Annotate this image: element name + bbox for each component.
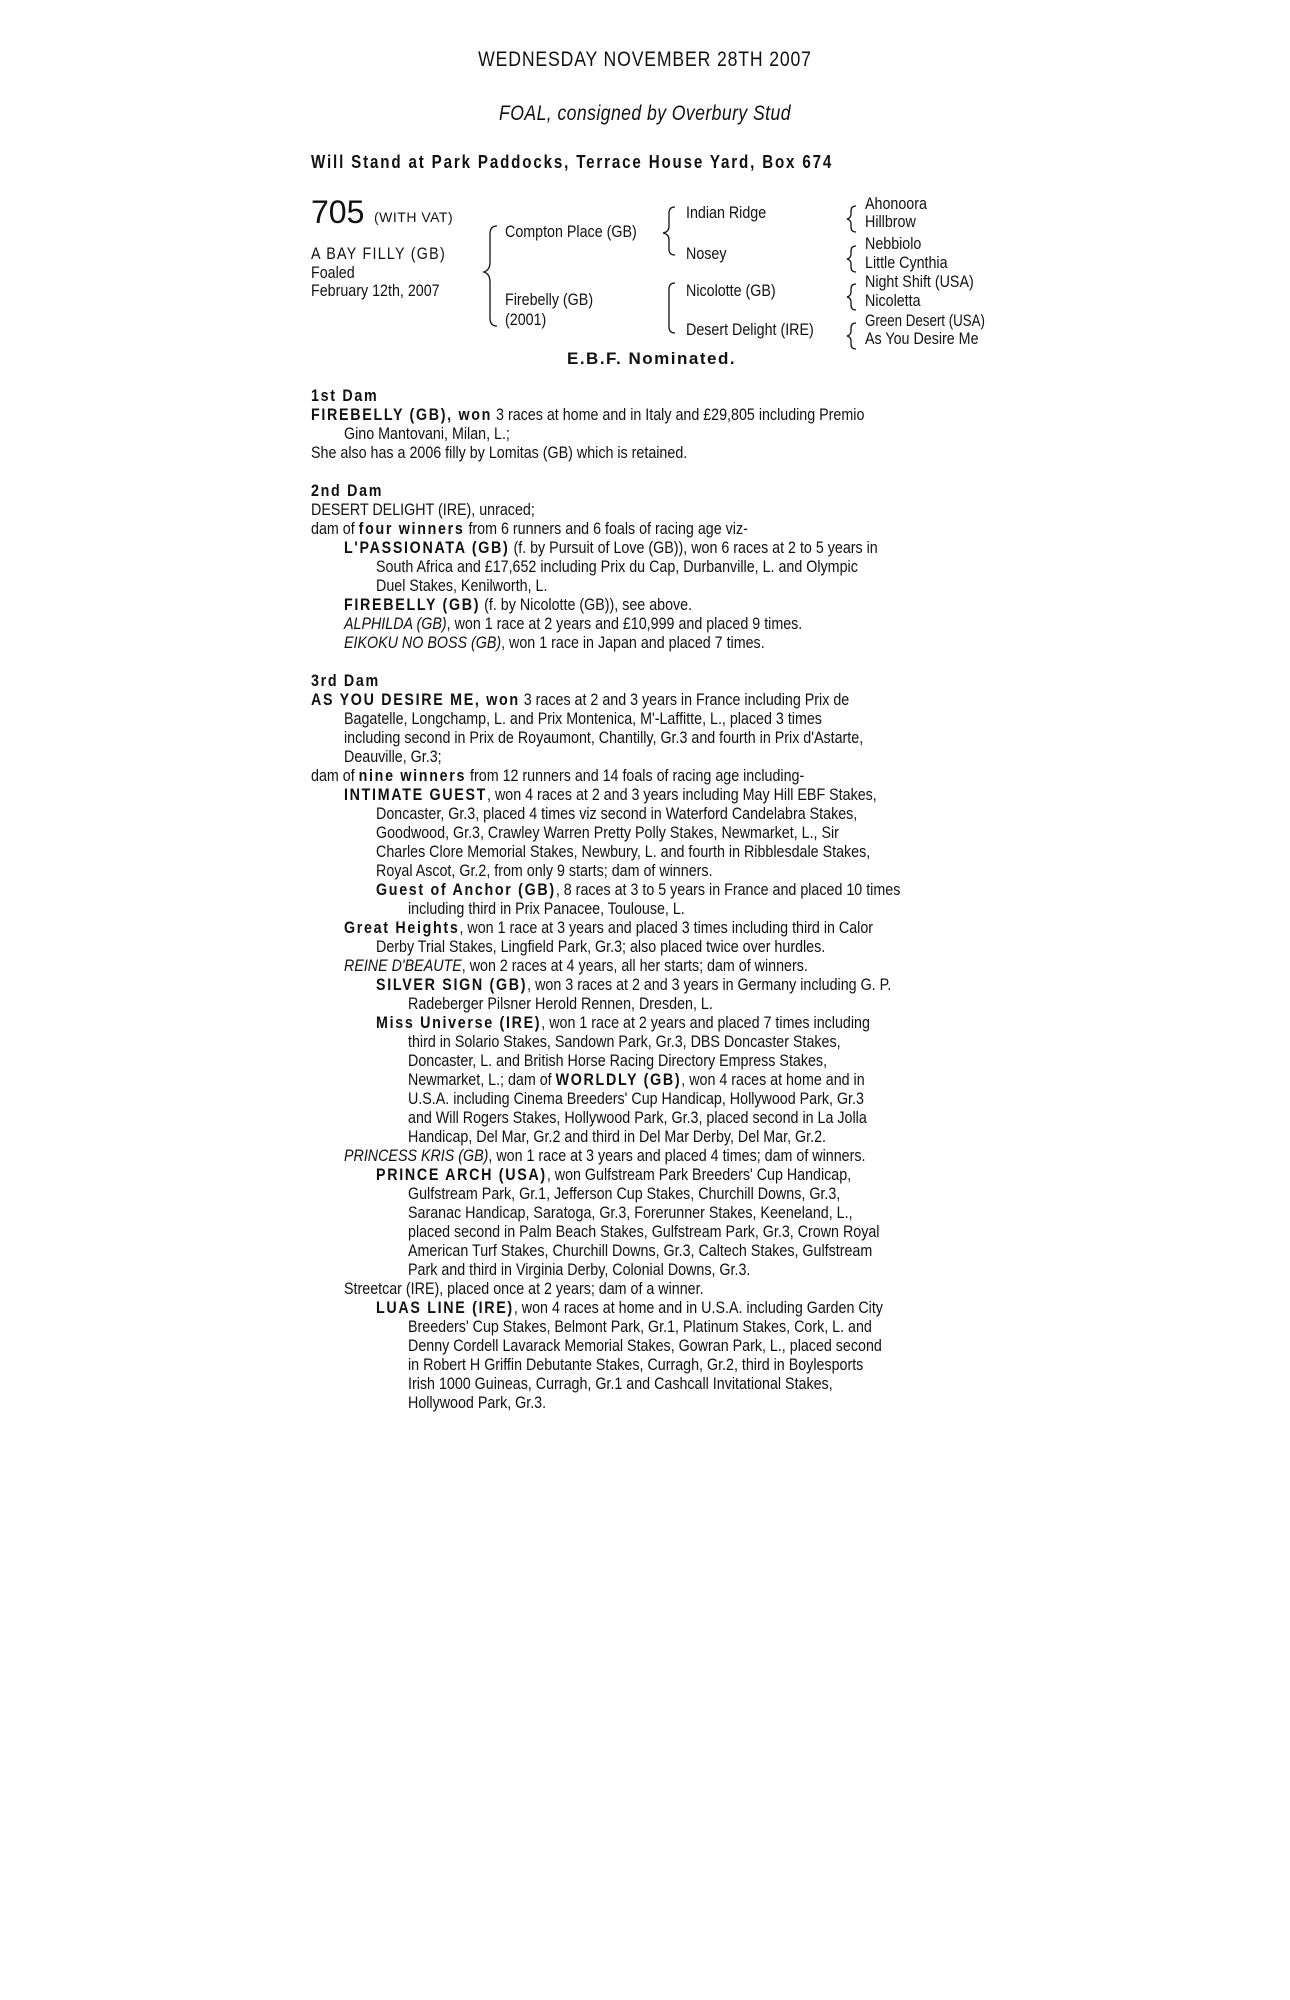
lot-number: 705	[311, 194, 365, 230]
text-run: from 6 runners and 6 foals of racing age viz-	[464, 519, 748, 538]
lot-description: A BAY FILLY (GB)	[311, 244, 446, 263]
third-dam-line: Denny Cordell Lavarack Memorial Stakes, Gowran Park, L., placed second	[408, 1336, 882, 1355]
horse-name: Miss Universe (IRE)	[376, 1013, 542, 1032]
third-dam-line	[311, 766, 804, 785]
foaled-label: Foaled	[311, 263, 355, 282]
text-run: 3 races at 2 and 3 years in France including Prix de	[519, 690, 850, 709]
third-dam-line: Goodwood, Gr.3, Crawley Warren Pretty Polly Stakes, Newmarket, L., Sir	[376, 823, 839, 842]
third-dam-line: and Will Rogers Stakes, Hollywood Park, Gr.3, placed second in La Jolla	[408, 1108, 867, 1127]
third-dam-line: Bagatelle, Longchamp, L. and Prix Montenica, M'-Laffitte, L., placed 3 times	[344, 709, 822, 728]
pedigree-dam-year: (2001)	[505, 310, 547, 329]
pedigree-gg1: Ahonoora	[865, 194, 927, 213]
third-dam-line	[344, 956, 808, 975]
pedigree-dam-dam: Desert Delight (IRE)	[686, 320, 814, 339]
pedigree-gg6: Nicoletta	[865, 291, 921, 310]
third-dam-line: placed second in Palm Beach Stakes, Gulfstream Park, Gr.3, Crown Royal	[408, 1222, 880, 1241]
foaled-date: February 12th, 2007	[311, 281, 440, 300]
pedigree-dam: Firebelly (GB)	[505, 290, 594, 309]
second-dam-heading: 2nd Dam	[311, 481, 384, 500]
third-dam-line: third in Solario Stakes, Sandown Park, Gr.3, DBS Doncaster Stakes,	[408, 1032, 841, 1051]
ebf-nominated: E.B.F. Nominated.	[567, 349, 737, 368]
third-dam-line: U.S.A. including Cinema Breeders' Cup Handicap, Hollywood Park, Gr.3	[408, 1089, 864, 1108]
text-run: , won 4 races at home and in U.S.A. including Garden City	[513, 1298, 883, 1317]
pedigree-gg4: Little Cynthia	[865, 253, 948, 272]
third-dam-line: Hollywood Park, Gr.3.	[408, 1393, 547, 1412]
horse-name: ALPHILDA (GB)	[344, 614, 447, 633]
text-run: (f. by Pursuit of Love (GB)), won 6 races at 2 to 5 years in	[509, 538, 878, 557]
text-run: , won 1 race at 2 years and £10,999 and placed 9 times.	[446, 614, 803, 633]
first-dam-heading: 1st Dam	[311, 386, 379, 405]
pedigree-dam-sire: Nicolotte (GB)	[686, 281, 776, 300]
third-dam-line: Breeders' Cup Stakes, Belmont Park, Gr.1, Platinum Stakes, Cork, L. and	[408, 1317, 872, 1336]
pedigree-gg2: Hillbrow	[865, 212, 916, 231]
text-run: , won 3 races at 2 and 3 years in Germany including G. P.	[527, 975, 892, 994]
pedigree-gg8: As You Desire Me	[865, 329, 979, 348]
third-dam-line: including second in Prix de Royaumont, Chantilly, Gr.3 and fourth in Prix d'Astarte,	[344, 728, 864, 747]
third-dam-line: Doncaster, L. and British Horse Racing Directory Empress Stakes,	[408, 1051, 828, 1070]
text-run: Newmarket, L.; dam of	[408, 1070, 556, 1089]
text-run: dam of	[311, 766, 359, 785]
third-dam-line	[344, 918, 873, 937]
horse-name: FIREBELLY (GB)	[344, 595, 481, 614]
first-dam-line: She also has a 2006 filly by Lomitas (GB) which is retained.	[311, 443, 688, 462]
first-dam-name: FIREBELLY (GB), won	[311, 405, 493, 424]
third-dam-line: Saranac Handicap, Saratoga, Gr.3, Forerunner Stakes, Keeneland, L.,	[408, 1203, 853, 1222]
second-dam-line	[344, 538, 878, 557]
third-dam-line	[344, 1146, 865, 1165]
third-dam-line: Charles Clore Memorial Stakes, Newbury, L. and fourth in Ribblesdale Stakes,	[376, 842, 871, 861]
text-run: from 12 runners and 14 foals of racing age including-	[466, 766, 805, 785]
third-dam-line: Streetcar (IRE), placed once at 2 years; dam of a winner.	[344, 1279, 704, 1298]
lot-vat: (WITH VAT)	[374, 209, 454, 225]
pedigree-braces	[0, 0, 1290, 380]
third-dam-line	[376, 975, 891, 994]
horse-name: LUAS LINE (IRE)	[376, 1298, 514, 1317]
third-dam-line: including third in Prix Panacee, Toulouse, L.	[408, 899, 685, 918]
third-dam-line: in Robert H Griffin Debutante Stakes, Curragh, Gr.2, third in Boylesports	[408, 1355, 864, 1374]
first-dam-line: Gino Mantovani, Milan, L.;	[344, 424, 510, 443]
horse-name: AS YOU DESIRE ME, won	[311, 690, 520, 709]
first-dam-text: 3 races at home and in Italy and £29,805 including Premio	[496, 405, 865, 424]
second-dam-line: DESERT DELIGHT (IRE), unraced;	[311, 500, 535, 519]
horse-name: SILVER SIGN (GB)	[376, 975, 528, 994]
consignor: FOAL, consigned by Overbury Stud	[499, 102, 791, 125]
third-dam-line: Deauville, Gr.3;	[344, 747, 442, 766]
text-run: (f. by Nicolotte (GB)), see above.	[480, 595, 693, 614]
horse-name: EIKOKU NO BOSS (GB)	[344, 633, 502, 652]
horse-name: PRINCESS KRIS (GB)	[344, 1146, 489, 1165]
text-run: dam of	[311, 519, 359, 538]
third-dam-line	[376, 1298, 883, 1317]
pedigree-sire-dam: Nosey	[686, 244, 727, 263]
text-run: nine winners	[358, 766, 467, 785]
second-dam-line	[311, 519, 748, 538]
stand-location: Will Stand at Park Paddocks, Terrace House Yard, Box 674	[311, 152, 834, 172]
third-dam-line	[376, 1013, 870, 1032]
second-dam-line	[344, 614, 802, 633]
horse-name: WORLDLY (GB)	[555, 1070, 682, 1089]
text-run: four winners	[358, 519, 465, 538]
third-dam-line	[376, 1165, 851, 1184]
second-dam-line: Duel Stakes, Kenilworth, L.	[376, 576, 548, 595]
first-dam-line	[311, 405, 864, 424]
text-run: , won 2 races at 4 years, all her starts; dam of winners.	[461, 956, 808, 975]
horse-name: PRINCE ARCH (USA)	[376, 1165, 547, 1184]
second-dam-line	[344, 633, 765, 652]
horse-name: INTIMATE GUEST	[344, 785, 488, 804]
horse-name: Great Heights	[344, 918, 460, 937]
pedigree-gg5: Night Shift (USA)	[865, 272, 974, 291]
second-dam-line	[344, 595, 692, 614]
horse-name: Guest of Anchor (GB)	[376, 880, 556, 899]
third-dam-line: Radeberger Pilsner Herold Rennen, Dresden, L.	[408, 994, 713, 1013]
second-dam-line: South Africa and £17,652 including Prix du Cap, Durbanville, L. and Olympic	[376, 557, 858, 576]
text-run: , won 1 race at 3 years and placed 4 times; dam of winners.	[488, 1146, 866, 1165]
sale-date: WEDNESDAY NOVEMBER 28TH 2007	[478, 48, 812, 71]
text-run: , won 4 races at home and in	[681, 1070, 865, 1089]
third-dam-line: Irish 1000 Guineas, Curragh, Gr.1 and Cashcall Invitational Stakes,	[408, 1374, 833, 1393]
text-run: , won 1 race at 3 years and placed 3 times including third in Calor	[459, 918, 874, 937]
text-run: , won 1 race at 2 years and placed 7 times including	[541, 1013, 870, 1032]
text-run: , won 1 race in Japan and placed 7 times.	[501, 633, 765, 652]
text-run: , won 4 races at 2 and 3 years including May Hill EBF Stakes,	[487, 785, 877, 804]
text-run: , 8 races at 3 to 5 years in France and placed 10 times	[555, 880, 901, 899]
third-dam-line: Royal Ascot, Gr.2, from only 9 starts; dam of winners.	[376, 861, 713, 880]
third-dam-line: American Turf Stakes, Churchill Downs, Gr.3, Caltech Stakes, Gulfstream	[408, 1241, 873, 1260]
pedigree-sire: Compton Place (GB)	[505, 222, 637, 241]
third-dam-line: Gulfstream Park, Gr.1, Jefferson Cup Stakes, Churchill Downs, Gr.3,	[408, 1184, 841, 1203]
third-dam-line	[311, 690, 849, 709]
third-dam-line: Derby Trial Stakes, Lingfield Park, Gr.3; also placed twice over hurdles.	[376, 937, 826, 956]
horse-name: REINE D'BEAUTE	[344, 956, 462, 975]
pedigree-sire-sire: Indian Ridge	[686, 203, 767, 222]
third-dam-line: Doncaster, Gr.3, placed 4 times viz second in Waterford Candelabra Stakes,	[376, 804, 858, 823]
horse-name: L'PASSIONATA (GB)	[344, 538, 510, 557]
pedigree-gg3: Nebbiolo	[865, 234, 922, 253]
pedigree-gg7: Green Desert (USA)	[865, 311, 985, 330]
third-dam-line: Park and third in Virginia Derby, Colonial Downs, Gr.3.	[408, 1260, 751, 1279]
text-run: , won Gulfstream Park Breeders' Cup Handicap,	[546, 1165, 852, 1184]
third-dam-line	[344, 785, 877, 804]
third-dam-line: Handicap, Del Mar, Gr.2 and third in Del Mar Derby, Del Mar, Gr.2.	[408, 1127, 826, 1146]
third-dam-line	[408, 1070, 865, 1089]
third-dam-line	[376, 880, 900, 899]
third-dam-heading: 3rd Dam	[311, 671, 380, 690]
